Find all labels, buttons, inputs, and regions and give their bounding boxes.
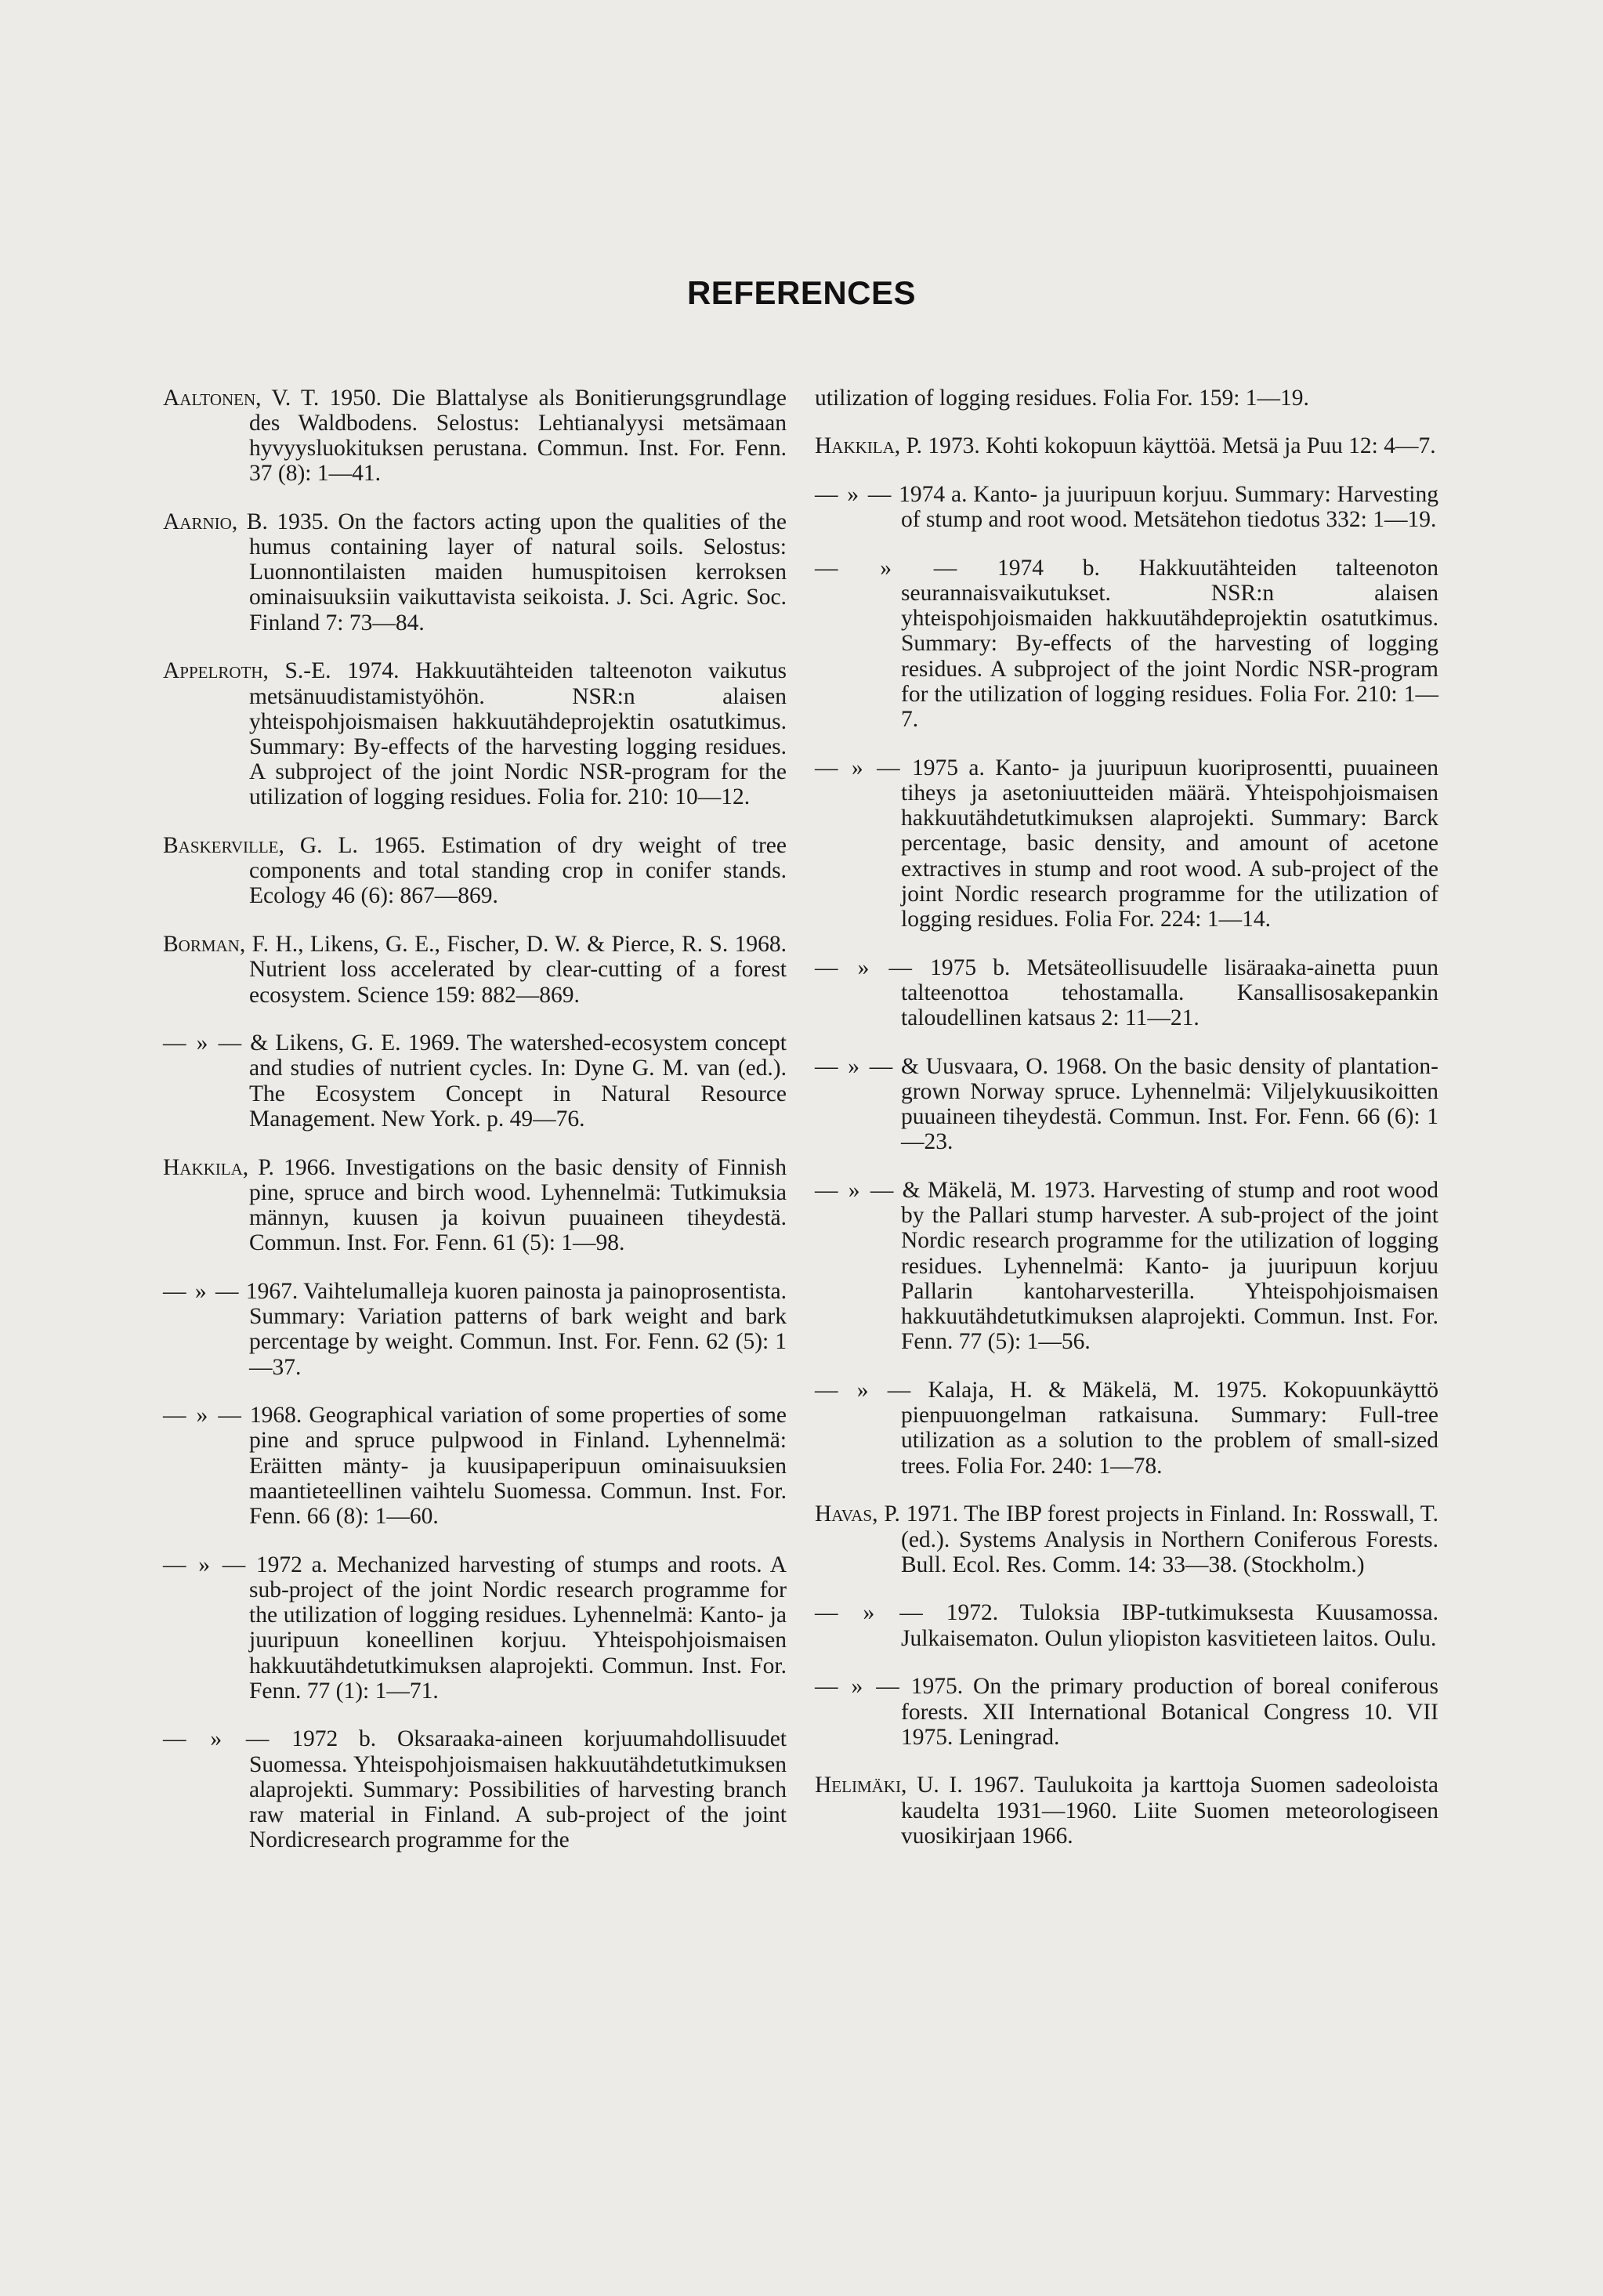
reference-text: 1972 a. Mechanized harvesting of stumps and roots. A sub-project of the joint Nordic research programme for the utilization of logging residues. Lyhennelmä: Kanto- ja juuripuun koneellinen korjuu. Yhteispohjoismaisen hakkuutähdetutkimuksen alaprojekti. Commun. Inst. For. Fenn. 77 (1): 1—71. <box>247 1552 787 1704</box>
reference-author: Hakkila <box>163 1154 243 1180</box>
reference-text: & Mäkelä, M. 1973. Harvesting of stump and root wood by the Pallari stump harvester. A sub-project of the joint Nordic research programme for the utilization of logging residues. Lyhennelmä: Kanto- ja juuripuun korjuu Pallarin kantoharvesterilla. Yhteispohjoismaisen hakkuutähdetutkimuksen alaprojekti. Commun. Inst. For. Fenn. 77 (5): 1—56. <box>895 1178 1439 1355</box>
reference-entry <box>815 1674 1438 1750</box>
reference-text: , U. I. 1967. Taulukoita ja karttoja Suomen sadeoloista kaudelta 1931—1960. Liite Suomen meteorologiseen vuosikirjaan 1966. <box>900 1773 1438 1849</box>
ditto-mark: — » — <box>815 481 893 507</box>
reference-author: Appelroth <box>163 658 263 684</box>
reference-text: 1974 b. Hakkuutähteiden talteenoton seurannaisvaikutukset. NSR:n alaisen yhteispohjoismaiden hakkuutähdeprojektin osatutkimus. Summary: By-effects of the harvesting of logging residues. A subproject of the joint Nordic NSR-program for the utilization of logging residues. Folia For. 210: 1—7. <box>901 555 1438 733</box>
reference-author: Hakkila <box>815 433 895 459</box>
reference-text: & Likens, G. E. 1969. The watershed-ecosystem concept and studies of nutrient cycles. In: Dyne G. M. van (ed.). The Ecosystem Concept in Natural Resource Management. New York. p. 49—76. <box>243 1030 787 1132</box>
reference-entry <box>163 1403 787 1529</box>
ditto-mark: — » — <box>163 1030 244 1056</box>
ditto-mark: — » — <box>815 755 902 780</box>
reference-text: , S.-E. 1974. Hakkuutähteiden talteenoton vaikutus metsänuudistamistyöhön. NSR:n alaisen yhteispohjoismaisen hakkuutähdeprojektin osatutkimus. Summary: By-effects of the harvesting logging residues. A subproject of the joint Nordic NSR-program for the utilization of logging residues. Folia for. 210: 10—12. <box>249 658 787 810</box>
reference-text: 1975. On the primary production of boreal coniferous forests. XII International Botanical Congress 10. VII 1975. Leningrad. <box>900 1674 1439 1750</box>
reference-text: & Uusvaara, O. 1968. On the basic density of plantation-grown Norway spruce. Lyhennelmä: Viljelykuusikoitten puuaineen tiheydestä. Commun. Inst. For. Fenn. 66 (6): 1—23. <box>894 1053 1438 1155</box>
ditto-mark: — » — <box>163 1403 243 1429</box>
reference-text: 1975 a. Kanto- ja juuripuun kuoriprosentti, puuaineen tiheys ja asetoniuutteiden määrä. Yhteispohjoismaisen hakkuutähdetutkimuksen alaprojekti. Summary: Barck percentage, basic density, and amount of acetone extractives in stump and root wood. A sub-project of the joint Nordic research programme for the utilization of logging residues. Folia For. 224: 1—14. <box>901 755 1439 932</box>
reference-continuation <box>815 386 1438 411</box>
ditto-mark: — » — <box>815 1178 896 1204</box>
reference-text: , B. 1935. On the factors acting upon the qualities of the humus containing layer of natural soils. Selostus: Luonnontilaisten maiden humuspitoisen kerroksen ominaisuuksiin vaikuttavista seikoista. J. Sci. Agric. Soc. Finland 7: 73—84. <box>231 509 787 636</box>
reference-entry <box>815 1178 1438 1354</box>
reference-entry <box>815 1378 1438 1479</box>
reference-entry <box>163 1726 787 1852</box>
reference-text: , G. L. 1965. Estimation of dry weight of tree components and total standing crop in conifer stands. Ecology 46 (6): 867—869. <box>249 833 787 909</box>
ditto-mark: — » — <box>163 1726 271 1752</box>
reference-text: 1972 b. Oksaraaka-aineen korjuumahdollisuudet Suomessa. Yhteispohjoismaisen hakkuutähdetutkimuksen alaprojekti. Summary: Possibilities of harvesting branch raw material in Finland. A sub-project of the joint Nordicresearch programme for the <box>249 1726 787 1853</box>
reference-entry <box>815 433 1438 458</box>
reference-text: , P. 1973. Kohti kokopuun käyttöä. Metsä ja Puu 12: 4—7. <box>894 433 1436 459</box>
reference-entry <box>163 932 787 1008</box>
reference-author: Aaltonen <box>163 385 256 411</box>
ditto-mark: — » — <box>815 1053 895 1079</box>
reference-entry <box>815 955 1438 1031</box>
reference-entry <box>163 658 787 809</box>
reference-entry <box>815 1501 1438 1577</box>
ditto-mark: — » — <box>815 1600 925 1626</box>
reference-entry <box>163 509 787 636</box>
reference-entry <box>163 833 787 909</box>
reference-text: , P. 1971. The IBP forest projects in Finland. In: Rosswall, T. (ed.). Systems Analysis in Northern Coniferous Forests. Bull. Ecol. Res. Comm. 14: 33—38. (Stockholm.) <box>872 1501 1438 1577</box>
ditto-mark: — » — <box>815 1378 913 1403</box>
reference-text: , V. T. 1950. Die Blattalyse als Bonitierungsgrundlage des Waldbodens. Selostus: Lehtianalyysi metsämaan hyvyysluokituksen perustana. Commun. Inst. For. Fenn. 37 (8): 1—41. <box>249 385 787 487</box>
reference-text: , P. 1966. Investigations on the basic density of Finnish pine, spruce and birch wood. Lyhennelmä: Tutkimuksia männyn, kuusen ja koivun puuaineen tiheydestä. Commun. Inst. For. Fenn. 61 (5): 1—98. <box>242 1154 787 1256</box>
reference-entry <box>815 755 1438 932</box>
ditto-mark: — » — <box>815 954 914 980</box>
reference-author: Baskerville <box>163 833 279 859</box>
references-left-column <box>163 362 787 1859</box>
reference-author: Helimäki <box>815 1773 901 1798</box>
reference-text: , F. H., Likens, G. E., Fischer, D. W. & Pierce, R. S. 1968. Nutrient loss accelerated by clear-cutting of a forest ecosystem. Science 159: 882—869. <box>239 932 787 1008</box>
page-title: REFERENCES <box>686 274 917 311</box>
reference-author: Borman <box>163 932 240 958</box>
reference-entry <box>815 1773 1438 1849</box>
reference-entry <box>815 1600 1438 1650</box>
reference-entry <box>815 1054 1438 1155</box>
reference-text: 1975 b. Metsäteollisuudelle lisäraaka-ainetta puun talteenottoa tehostamalla. Kansallisosakepankin taloudellinen katsaus 2: 11—21. <box>901 954 1439 1031</box>
reference-text: utilization of logging residues. Folia For. 159: 1—19. <box>815 385 1309 411</box>
reference-text: 1967. Vaihtelumalleja kuoren painosta ja painoprosentista. Summary: Variation patterns of bark weight and bark percentage by weight. Commun. Inst. For. Fenn. 62 (5): 1—37. <box>240 1278 787 1380</box>
reference-author: Havas <box>815 1501 873 1527</box>
reference-author: Aarnio <box>163 509 232 534</box>
reference-entry <box>163 1552 787 1704</box>
reference-entry <box>163 1030 787 1132</box>
references-right-column <box>815 362 1438 1855</box>
ditto-mark: — » — <box>163 1278 241 1304</box>
reference-entry <box>163 386 787 487</box>
reference-entry <box>815 482 1438 532</box>
reference-text: Kalaja, H. & Mäkelä, M. 1975. Kokopuunkäyttö pienpuuongelman ratkaisuna. Summary: Full-tree utilization as a solution to the problem of small-sized trees. Folia For. 240: 1—78. <box>901 1378 1439 1479</box>
reference-entry <box>163 1279 787 1380</box>
reference-text: 1968. Geographical variation of some properties of some pine and spruce pulpwood in Finland. Lyhennelmä: Eräitten mänty- ja kuusipaperipuun ominaisuuksien maantieteellinen vaihtelu Suomessa. Commun. Inst. For. Fenn. 66 (8): 1—60. <box>242 1403 787 1530</box>
ditto-mark: — » — <box>815 1674 901 1700</box>
reference-entry <box>815 556 1438 732</box>
reference-text: 1974 a. Kanto- ja juuripuun korjuu. Summary: Harvesting of stump and root wood. Metsätehon tiedotus 332: 1—19. <box>892 481 1438 533</box>
ditto-mark: — » — <box>815 555 959 581</box>
reference-entry <box>163 1155 787 1256</box>
reference-text: 1972. Tuloksia IBP-tutkimuksesta Kuusamossa. Julkaisematon. Oulun yliopiston kasvitieteen laitos. Oulu. <box>901 1600 1438 1651</box>
ditto-mark: — » — <box>163 1552 248 1577</box>
